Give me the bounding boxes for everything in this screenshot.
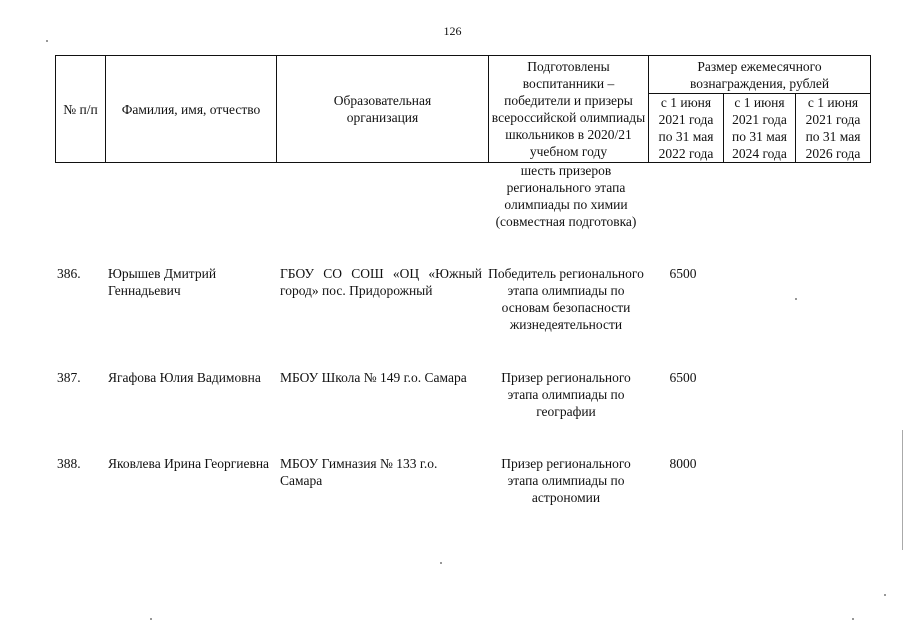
row-prepared: Победитель регионального этапа олимпиады по основам безопасности жизнедеятельности xyxy=(488,266,644,332)
header-period-2026: с 1 июня 2021 года по 31 мая 2026 года xyxy=(796,94,871,163)
scan-edge-line xyxy=(902,430,903,550)
row-full-name: Яковлева Ирина Георгиевна xyxy=(108,456,270,471)
header-period-2022: с 1 июня 2021 года по 31 мая 2022 года xyxy=(649,94,724,163)
row-organization: МБОУ Школа № 149 г.о. Самара xyxy=(280,370,467,385)
header-name: Фамилия, имя, отчество xyxy=(106,56,277,163)
row-amount: 6500 xyxy=(669,266,697,281)
scan-speck xyxy=(150,618,152,620)
header-award: Размер ежемесячного вознаграждения, рублей xyxy=(649,56,871,94)
row-number: 386. xyxy=(57,266,81,281)
row-organization: ГБОУ СО СОШ «ОЦ «Южный город» пос. Придорожный xyxy=(280,266,482,298)
row-organization: МБОУ Гимназия № 133 г.о. Самара xyxy=(280,456,438,488)
scan-speck xyxy=(795,298,797,300)
scan-speck xyxy=(852,618,854,620)
row-number: 388. xyxy=(57,456,81,471)
scan-speck xyxy=(46,40,48,42)
header-number: № п/п xyxy=(56,56,106,163)
row-prepared: Призер регионального этапа олимпиады по географии xyxy=(501,370,631,419)
row-prepared: Призер регионального этапа олимпиады по астрономии xyxy=(501,456,631,505)
scan-speck xyxy=(884,594,886,596)
header-period-2024: с 1 июня 2021 года по 31 мая 2024 года xyxy=(724,94,796,163)
row-amount: 6500 xyxy=(669,370,697,385)
header-organization: Образовательная организация xyxy=(277,56,489,163)
row-full-name: Юрышев Дмитрий Геннадьевич xyxy=(108,266,217,298)
header-prepared: Подготовлены воспитанники – победители и призеры всероссийской олимпиады школьников в 2020/21 учебном году xyxy=(489,56,649,163)
scan-speck xyxy=(440,562,442,564)
row-number: 387. xyxy=(57,370,81,385)
page-number: 126 xyxy=(443,24,462,38)
continuation-text: шесть призеров регионального этапа олимпиады по химии (совместная подготовка) xyxy=(495,163,637,229)
row-full-name: Ягафова Юлия Вадимовна xyxy=(108,370,261,385)
row-amount: 8000 xyxy=(669,456,697,471)
